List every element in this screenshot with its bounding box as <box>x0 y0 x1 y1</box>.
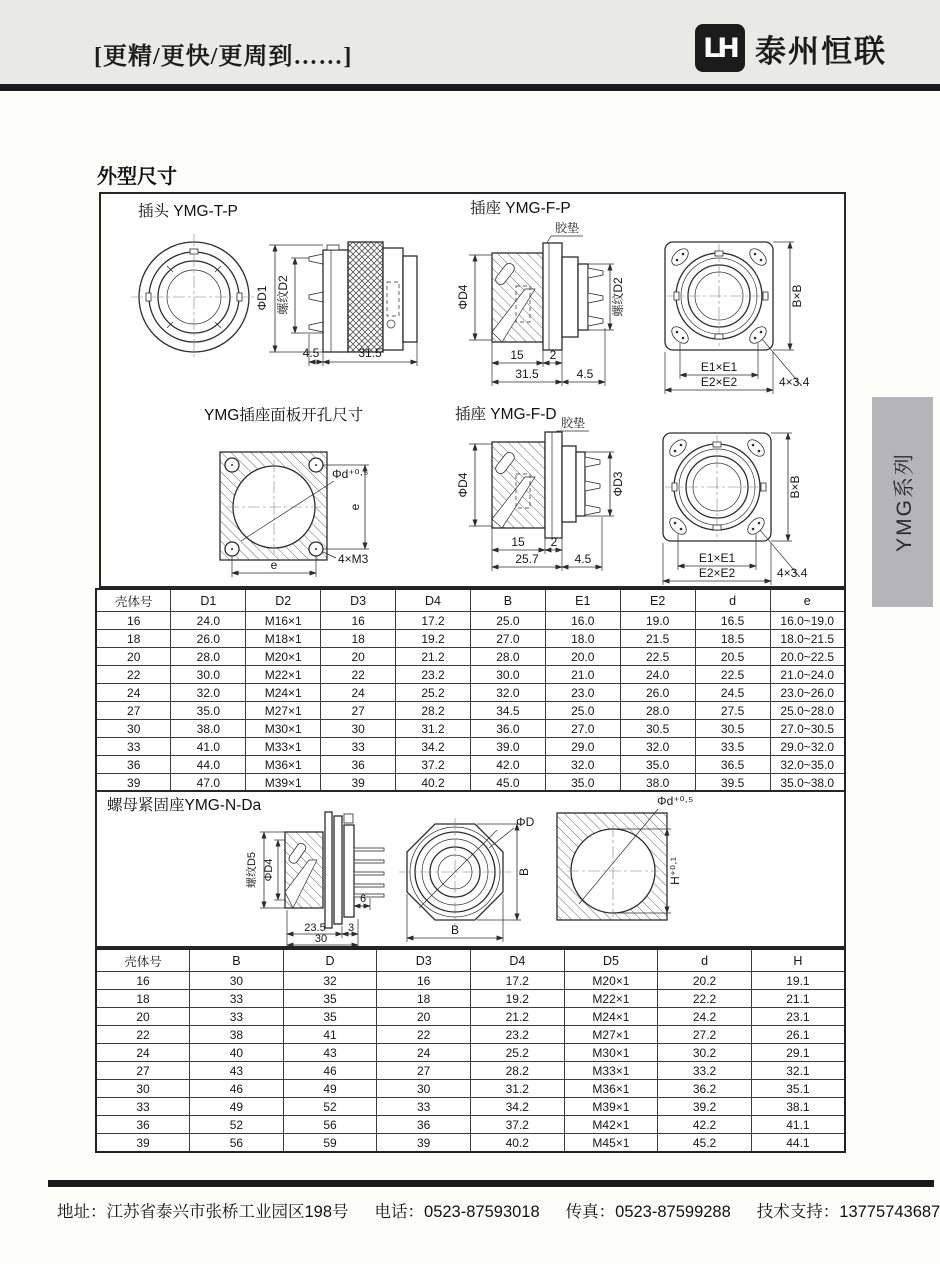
table-cell: 18 <box>377 990 471 1008</box>
table-cell: 30 <box>96 720 171 738</box>
table-cell: 27.5 <box>695 702 770 720</box>
column-header: D5 <box>564 949 658 972</box>
table-row <box>96 1116 845 1134</box>
table-cell: 18 <box>96 990 190 1008</box>
table-cell: 19.2 <box>471 990 565 1008</box>
table-cell: 26.0 <box>171 630 246 648</box>
table-cell: 21.0~24.0 <box>770 666 845 684</box>
table-cell: 20.2 <box>658 972 752 990</box>
table-cell: 52 <box>190 1116 284 1134</box>
table-row <box>96 1098 845 1116</box>
table-cell: 24.0 <box>620 666 695 684</box>
table-cell: 28.0 <box>171 648 246 666</box>
panel-title: YMG插座面板开孔尺寸 <box>204 407 364 424</box>
table-cell: 20 <box>377 1008 471 1026</box>
table-row <box>96 738 845 756</box>
socket-fp-dim-2: 2 <box>549 348 557 362</box>
table-cell: 23.2 <box>471 1026 565 1044</box>
socket-fp-title: 插座 YMG-F-P <box>470 200 571 217</box>
brand-name: 泰州恒联 <box>755 33 887 69</box>
table-row <box>96 666 845 684</box>
column-header: D4 <box>471 949 565 972</box>
nut-mount-cutout-drawing <box>557 794 693 920</box>
table-cell: 30.5 <box>620 720 695 738</box>
column-header: D4 <box>396 589 471 612</box>
table-cell: M39×1 <box>246 774 321 793</box>
table-cell: 24 <box>96 684 171 702</box>
table-cell: 21.5 <box>620 630 695 648</box>
table-row <box>96 648 845 666</box>
table-cell: M45×1 <box>564 1134 658 1153</box>
table-cell: 39 <box>96 1134 190 1153</box>
table-row <box>96 1008 845 1026</box>
table-cell: 34.5 <box>470 702 545 720</box>
table-cell: 33 <box>377 1098 471 1116</box>
table-cell: 27.0 <box>470 630 545 648</box>
table-cell: 33 <box>96 738 171 756</box>
outline-drawings <box>101 194 844 586</box>
table-cell: M24×1 <box>246 684 321 702</box>
socket-fd-phi-d3-label: ΦD3 <box>611 471 625 497</box>
table-cell: 39.5 <box>695 774 770 793</box>
socket-fd-gasket-label: 胶垫 <box>560 416 586 430</box>
section-title: 外型尺寸 <box>97 166 177 188</box>
table-cell: M16×1 <box>246 612 321 630</box>
socket-fp-dim-4-5: 4.5 <box>576 367 594 381</box>
table-cell: M42×1 <box>564 1116 658 1134</box>
socket-fd-e2-label: E2×E2 <box>698 566 736 580</box>
table-row <box>96 720 845 738</box>
table-cell: 40.2 <box>471 1134 565 1153</box>
nut-b-vertical-label: B <box>517 867 531 877</box>
table-cell: 22 <box>377 1026 471 1044</box>
table-cell: 35.0~38.0 <box>770 774 845 793</box>
nut-h-tol-label: H⁺⁰·¹ <box>668 857 682 885</box>
table-cell: 32.0~35.0 <box>770 756 845 774</box>
socket-fd-phi-d4-label: ΦD4 <box>456 472 470 498</box>
table-cell: 37.2 <box>471 1116 565 1134</box>
outline-drawings-panel <box>99 192 846 588</box>
table-cell: M27×1 <box>564 1026 658 1044</box>
socket-fd-dim-15: 15 <box>511 535 525 549</box>
table-cell: 20.5 <box>695 648 770 666</box>
table-cell: 35 <box>283 990 377 1008</box>
nut-mount-title: 螺母紧固座YMG-N-Da <box>107 797 262 814</box>
table-cell: 16 <box>321 612 396 630</box>
header-row <box>96 589 845 612</box>
table-cell: 35.0 <box>620 756 695 774</box>
table-cell: 34.2 <box>471 1098 565 1116</box>
table-cell: 36 <box>96 756 171 774</box>
table-cell: 23.0~26.0 <box>770 684 845 702</box>
dimension-table-outline <box>95 588 846 793</box>
table-cell: 33.2 <box>658 1062 752 1080</box>
nut-phi-d-tol-label: Φd⁺⁰·⁵ <box>657 794 694 808</box>
table-cell: M20×1 <box>246 648 321 666</box>
table-cell: 23.1 <box>751 1008 845 1026</box>
table-cell: 20 <box>96 648 171 666</box>
dimension-table-nut-mount <box>95 948 846 1153</box>
footer-support: 技术支持：13775743687 <box>756 1203 940 1221</box>
company-logo <box>695 24 887 72</box>
table-cell: 33 <box>96 1098 190 1116</box>
nut-mount-drawings-panel <box>95 790 846 948</box>
table-cell: 20.0 <box>545 648 620 666</box>
table-cell: 23.2 <box>396 666 471 684</box>
column-header: e <box>770 589 845 612</box>
table-cell: M33×1 <box>564 1062 658 1080</box>
table-cell: 32.0 <box>545 756 620 774</box>
table-row <box>96 756 845 774</box>
table-cell: 22 <box>96 666 171 684</box>
footer-divider <box>48 1180 934 1187</box>
table-cell: M36×1 <box>246 756 321 774</box>
table-cell: 35.0 <box>171 702 246 720</box>
table-cell: 19.2 <box>396 630 471 648</box>
table-cell: M36×1 <box>564 1080 658 1098</box>
table-cell: 17.2 <box>396 612 471 630</box>
table-cell: 39 <box>96 774 171 793</box>
table-cell: 34.2 <box>396 738 471 756</box>
socket-fd-bxb-label: B×B <box>788 475 802 499</box>
table-cell: 35.1 <box>751 1080 845 1098</box>
table-cell: 30.0 <box>171 666 246 684</box>
table-cell: M18×1 <box>246 630 321 648</box>
column-header: d <box>695 589 770 612</box>
nut-thread-d5-label: 螺纹D5 <box>246 851 258 889</box>
plug-dim-4-5: 4.5 <box>302 346 320 360</box>
plug-phi-d1-label: ΦD1 <box>255 285 269 311</box>
table-cell: 25.0 <box>470 612 545 630</box>
table-row <box>96 612 845 630</box>
table-cell: 42.2 <box>658 1116 752 1134</box>
table-cell: 28.0 <box>470 648 545 666</box>
table-cell: 24 <box>321 684 396 702</box>
table-cell: 21.2 <box>471 1008 565 1026</box>
table-cell: 39.2 <box>658 1098 752 1116</box>
table-cell: 31.2 <box>471 1080 565 1098</box>
table-cell: 33 <box>321 738 396 756</box>
socket-fp-phi-d4-label: ΦD4 <box>456 284 470 310</box>
table-cell: 43 <box>190 1062 284 1080</box>
plug-dim-31-5: 31.5 <box>358 346 382 360</box>
table-cell: 18.5 <box>695 630 770 648</box>
table-row <box>96 1080 845 1098</box>
table-cell: 30.5 <box>695 720 770 738</box>
column-header: d <box>658 949 752 972</box>
table-cell: 59 <box>283 1134 377 1153</box>
footer-address: 地址：江苏省泰兴市张桥工业园区198号 <box>57 1203 349 1221</box>
table-cell: 36.0 <box>470 720 545 738</box>
table-row <box>96 702 845 720</box>
table-cell: 16.0 <box>545 612 620 630</box>
table-cell: 44.1 <box>751 1134 845 1153</box>
socket-fp-dim-31-5: 31.5 <box>515 367 539 381</box>
table-cell: 24.5 <box>695 684 770 702</box>
table-cell: 18.0~21.5 <box>770 630 845 648</box>
table-cell: M33×1 <box>246 738 321 756</box>
socket-fp-dim-15: 15 <box>510 348 524 362</box>
panel-holes-label: 4×M3 <box>338 552 369 566</box>
panel-e-vertical-label: e <box>348 503 362 511</box>
table-cell: M24×1 <box>564 1008 658 1026</box>
table-cell: 31.2 <box>396 720 471 738</box>
table-cell: 36.2 <box>658 1080 752 1098</box>
table-cell: M39×1 <box>564 1098 658 1116</box>
socket-fp-flange-drawing <box>665 242 810 394</box>
company-slogan: [更精/更快/更周到……] <box>94 44 353 70</box>
table-cell: 19.1 <box>751 972 845 990</box>
nut-mount-drawings <box>97 792 844 946</box>
table-row <box>96 1134 845 1153</box>
table-cell: 38.0 <box>620 774 695 793</box>
column-header: H <box>751 949 845 972</box>
footer <box>57 1198 940 1222</box>
table-cell: 25.2 <box>471 1044 565 1062</box>
socket-fp-e2-label: E2×E2 <box>700 375 738 389</box>
table-cell: 30 <box>377 1080 471 1098</box>
table-row <box>96 684 845 702</box>
table-row <box>96 630 845 648</box>
table-cell: 32.0 <box>171 684 246 702</box>
table-cell: 36 <box>321 756 396 774</box>
header-divider <box>0 84 940 91</box>
table-cell: 26.0 <box>620 684 695 702</box>
table-cell: 41 <box>283 1026 377 1044</box>
table-cell: 33 <box>190 990 284 1008</box>
table-cell: 24.2 <box>658 1008 752 1026</box>
socket-fp-e1-label: E1×E1 <box>700 360 738 374</box>
column-header: E2 <box>620 589 695 612</box>
table-cell: 16 <box>96 612 171 630</box>
table-cell: 27 <box>96 1062 190 1080</box>
table-cell: 30.0 <box>470 666 545 684</box>
nut-phi-d4-label: ΦD4 <box>263 858 275 882</box>
footer-fax: 传真：0523-87599288 <box>565 1203 731 1221</box>
nut-mount-front-drawing <box>399 815 535 942</box>
socket-fd-flange-drawing <box>663 433 808 585</box>
table-cell: M20×1 <box>564 972 658 990</box>
socket-fp-thread-d2-label: 螺纹D2 <box>611 277 625 317</box>
table-cell: 37.2 <box>396 756 471 774</box>
socket-fd-dim-25-7: 25.7 <box>515 552 539 566</box>
table-row <box>96 1026 845 1044</box>
socket-fp-drawing <box>456 198 625 386</box>
lh-logo-icon: LH <box>695 24 745 72</box>
table-cell: 39 <box>377 1134 471 1153</box>
table-cell: 18 <box>96 630 171 648</box>
table-cell: 29.0~32.0 <box>770 738 845 756</box>
table-cell: 49 <box>283 1080 377 1098</box>
table-cell: M30×1 <box>246 720 321 738</box>
nut-dim-3: 3 <box>347 922 355 934</box>
column-header: 壳体号 <box>96 949 190 972</box>
table-cell: 22.2 <box>658 990 752 1008</box>
column-header: D3 <box>321 589 396 612</box>
column-header: 壳体号 <box>96 589 171 612</box>
table-cell: 30 <box>321 720 396 738</box>
table-cell: 16 <box>377 972 471 990</box>
table-cell: 32.0 <box>470 684 545 702</box>
table-cell: 27.0 <box>545 720 620 738</box>
plug-ymg-t-p-drawing <box>131 201 417 366</box>
table-cell: 56 <box>283 1116 377 1134</box>
table-cell: 16.0~19.0 <box>770 612 845 630</box>
table-cell: 25.0 <box>545 702 620 720</box>
table-cell: 24 <box>96 1044 190 1062</box>
table-cell: 22 <box>96 1026 190 1044</box>
table-cell: 30 <box>190 972 284 990</box>
table-cell: 46 <box>283 1062 377 1080</box>
table-cell: 19.0 <box>620 612 695 630</box>
socket-fd-dim-4-5: 4.5 <box>574 552 592 566</box>
table-cell: 29.0 <box>545 738 620 756</box>
column-header: D1 <box>171 589 246 612</box>
table-cell: 16.5 <box>695 612 770 630</box>
table-cell: 26.1 <box>751 1026 845 1044</box>
table-cell: M22×1 <box>564 990 658 1008</box>
table-cell: 17.2 <box>471 972 565 990</box>
table-cell: 49 <box>190 1098 284 1116</box>
table-cell: 33.5 <box>695 738 770 756</box>
column-header: D2 <box>246 589 321 612</box>
socket-fp-gasket-label: 胶垫 <box>554 221 580 235</box>
socket-fd-e1-label: E1×E1 <box>698 551 736 565</box>
nut-dim-23-5: 23.5 <box>304 922 326 934</box>
table-cell: 27 <box>377 1062 471 1080</box>
nut-phi-d-label: ΦD <box>516 815 535 829</box>
table-cell: 29.1 <box>751 1044 845 1062</box>
table-cell: 18 <box>321 630 396 648</box>
nut-dim-6: 6 <box>359 893 367 905</box>
table-cell: 23.0 <box>545 684 620 702</box>
socket-fp-holes-label: 4×3.4 <box>779 375 810 389</box>
table-cell: 45.2 <box>658 1134 752 1153</box>
column-header: B <box>470 589 545 612</box>
table-cell: 56 <box>190 1134 284 1153</box>
table-row <box>96 1044 845 1062</box>
table-cell: 22.5 <box>695 666 770 684</box>
table-cell: 39 <box>321 774 396 793</box>
page-header <box>0 0 940 84</box>
table-cell: 35 <box>283 1008 377 1026</box>
table-cell: 39.0 <box>470 738 545 756</box>
table-cell: 30 <box>96 1080 190 1098</box>
table-cell: 33 <box>190 1008 284 1026</box>
table-cell: M22×1 <box>246 666 321 684</box>
table-cell: 25.0~28.0 <box>770 702 845 720</box>
table-cell: 28.0 <box>620 702 695 720</box>
table-cell: 52 <box>283 1098 377 1116</box>
table-cell: 40.2 <box>396 774 471 793</box>
header-row <box>96 949 845 972</box>
panel-cutout-drawing <box>204 405 369 577</box>
table-cell: 36.5 <box>695 756 770 774</box>
table-cell: 16 <box>96 972 190 990</box>
footer-phone: 电话：0523-87593018 <box>374 1203 540 1221</box>
panel-e-horizontal-label: e <box>270 558 278 572</box>
column-header: D3 <box>377 949 471 972</box>
table-row <box>96 1062 845 1080</box>
table-cell: 46 <box>190 1080 284 1098</box>
column-header: B <box>190 949 284 972</box>
socket-fp-bxb-label: B×B <box>790 284 804 308</box>
table-cell: 28.2 <box>396 702 471 720</box>
table-cell: 20 <box>96 1008 190 1026</box>
table-cell: 28.2 <box>471 1062 565 1080</box>
table-cell: 20 <box>321 648 396 666</box>
table-cell: M27×1 <box>246 702 321 720</box>
column-header: D <box>283 949 377 972</box>
table-cell: 44.0 <box>171 756 246 774</box>
nut-dim-30: 30 <box>314 933 328 945</box>
table-cell: 41.0 <box>171 738 246 756</box>
table-cell: 18.0 <box>545 630 620 648</box>
table-cell: 27 <box>96 702 171 720</box>
socket-fd-title: 插座 YMG-F-D <box>455 406 557 423</box>
table-cell: 32.0 <box>620 738 695 756</box>
series-side-tab <box>872 397 933 607</box>
plug-thread-d2-label: 螺纹D2 <box>276 275 290 315</box>
table-cell: 43 <box>283 1044 377 1062</box>
nut-mount-side-drawing <box>107 796 384 946</box>
table-cell: 38 <box>190 1026 284 1044</box>
table-cell: 20.0~22.5 <box>770 648 845 666</box>
table-row <box>96 972 845 990</box>
table-cell: 22.5 <box>620 648 695 666</box>
socket-fd-drawing <box>455 404 625 571</box>
table-cell: 25.2 <box>396 684 471 702</box>
panel-phi-d-label: Φd⁺⁰·⁵ <box>332 467 369 481</box>
table-cell: 27.2 <box>658 1026 752 1044</box>
table-cell: 45.0 <box>470 774 545 793</box>
table-cell: 27 <box>321 702 396 720</box>
table-cell: 21.2 <box>396 648 471 666</box>
nut-b-horizontal-label: B <box>450 923 460 937</box>
table-cell: 42.0 <box>470 756 545 774</box>
table-cell: 30.2 <box>658 1044 752 1062</box>
table-cell: 22 <box>321 666 396 684</box>
plug-title: 插头 YMG-T-P <box>138 203 238 220</box>
table-cell: 47.0 <box>171 774 246 793</box>
socket-fd-holes-label: 4×3.4 <box>777 566 808 580</box>
table-cell: 35.0 <box>545 774 620 793</box>
table-cell: 21.0 <box>545 666 620 684</box>
table-cell: 38.0 <box>171 720 246 738</box>
table-cell: 41.1 <box>751 1116 845 1134</box>
table-cell: 24 <box>377 1044 471 1062</box>
table-row <box>96 990 845 1008</box>
series-side-tab-label: YMG系列 <box>892 452 916 552</box>
table-cell: 32 <box>283 972 377 990</box>
table-cell: 36 <box>96 1116 190 1134</box>
table-cell: 38.1 <box>751 1098 845 1116</box>
table-cell: 21.1 <box>751 990 845 1008</box>
table-cell: 24.0 <box>171 612 246 630</box>
socket-fd-dim-2: 2 <box>550 535 558 549</box>
table-cell: M30×1 <box>564 1044 658 1062</box>
table-cell: 40 <box>190 1044 284 1062</box>
table-cell: 27.0~30.5 <box>770 720 845 738</box>
column-header: E1 <box>545 589 620 612</box>
table-cell: 32.1 <box>751 1062 845 1080</box>
table-cell: 36 <box>377 1116 471 1134</box>
